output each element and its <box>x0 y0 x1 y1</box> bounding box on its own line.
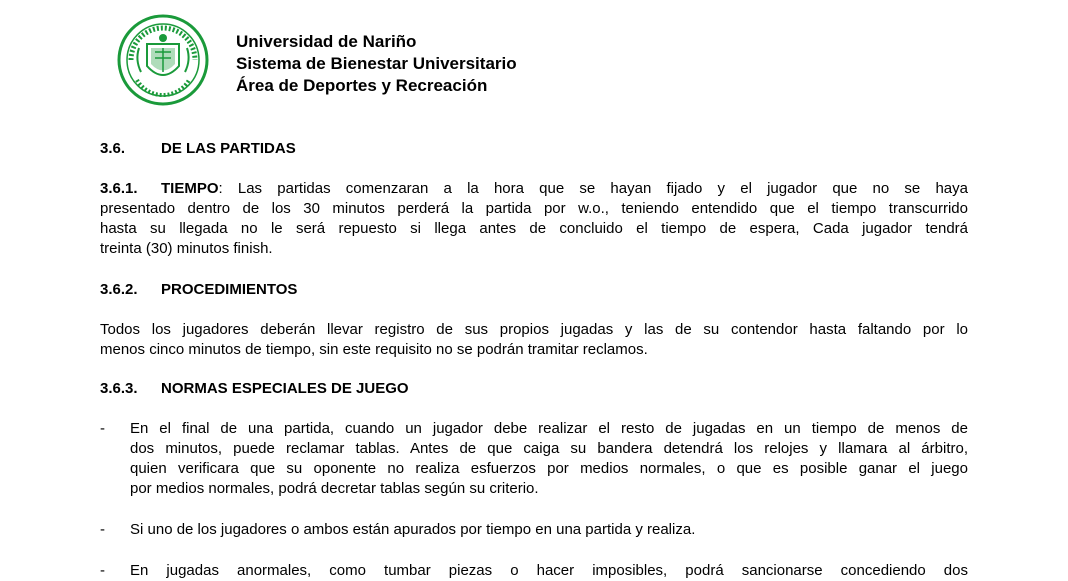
normas-number: 3.6.3. <box>100 380 138 397</box>
bullet-2-line-1: Si uno de los jugadores o ambos están apurados por tiempo en una partida y realiza. <box>130 521 696 538</box>
section-heading <box>100 139 968 159</box>
university-seal-logo <box>117 14 209 106</box>
area-name: Área de Deportes y Recreación <box>236 76 488 95</box>
procedimientos-title: PROCEDIMIENTOS <box>161 281 298 298</box>
bullet-dash: - <box>100 420 105 437</box>
tiempo-title: TIEMPO <box>161 180 219 197</box>
bullet-1-line-2: dos minutos, puede reclamar tablas. Antes de que caiga su bandera detendrá los relojes y llamara al árbitro, <box>130 440 968 457</box>
bullet-dash: - <box>100 521 105 538</box>
procedimientos-paragraph <box>100 320 968 360</box>
tiempo-number: 3.6.1. <box>100 180 138 197</box>
bullet-1-line-1: En el final de una partida, cuando un jugador debe realizar el resto de jugadas en un tiempo de menos de <box>130 420 968 437</box>
procedimientos-line-1: Todos los jugadores deberán llevar registro de sus propios jugadas y las de su contendor hasta faltando por lo <box>100 321 968 338</box>
institution-header <box>236 31 517 97</box>
university-name: Universidad de Nariño <box>236 32 417 51</box>
procedimientos-line-2: menos cinco minutos de tiempo, sin este requisito no se podrán tramitar reclamos. <box>100 341 648 358</box>
bullet-3-line-1: En jugadas anormales, como tumbar piezas o hacer imposibles, podrá sancionarse concediendo dos <box>130 562 968 579</box>
tiempo-lead: : Las partidas comenzaran a la hora que se hayan fijado y el jugador que no se haya <box>218 180 968 197</box>
normas-title: NORMAS ESPECIALES DE JUEGO <box>161 380 409 397</box>
normas-heading <box>100 379 968 399</box>
list-item <box>100 561 968 581</box>
tiempo-line-4: treinta (30) minutos finish. <box>100 240 273 257</box>
bullet-1-line-3: quien verificara que su oponente no realiza esfuerzos por medios normales, o que es posible ganar el juego <box>130 460 968 477</box>
tiempo-line-3: hasta su llegada no le será repuesto si llega antes de concluido el tiempo de espera, Cada jugador tendrá <box>100 220 968 237</box>
department-name: Sistema de Bienestar Universitario <box>236 54 517 73</box>
section-title: DE LAS PARTIDAS <box>161 140 296 157</box>
list-item <box>100 419 968 499</box>
list-item <box>100 520 968 540</box>
bullet-1-line-4: por medios normales, podrá decretar tablas según su criterio. <box>130 480 539 497</box>
tiempo-line-1 <box>100 179 968 199</box>
section-number: 3.6. <box>100 140 126 157</box>
tiempo-line-2: presentado dentro de los 30 minutos perderá la partida por w.o., teniendo entendido que el tiempo transcurrido <box>100 200 968 217</box>
procedimientos-number: 3.6.2. <box>100 281 138 298</box>
bullet-dash: - <box>100 562 105 579</box>
procedimientos-heading <box>100 280 968 300</box>
tiempo-paragraph <box>100 179 968 259</box>
